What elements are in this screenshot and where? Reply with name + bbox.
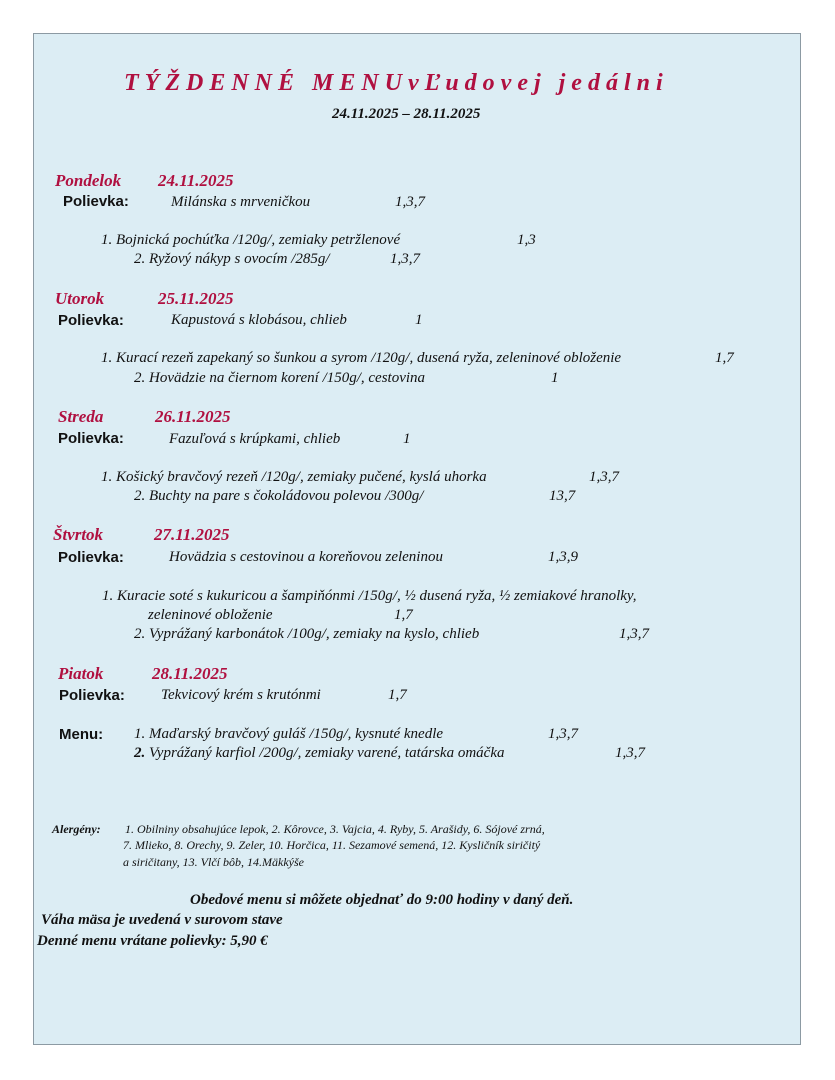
soup-label-tuesday: Polievka: [58, 312, 124, 329]
weight-note: Váha mäsa je uvedená v surovom stave [41, 912, 283, 928]
meal-tuesday-2: 2. Hovädzie na čiernom korení /150g/, cestovina [134, 370, 426, 386]
soup-wednesday: Fazuľová s krúpkami, chlieb [169, 431, 341, 447]
meal-allergens-friday-1: 1,3,7 [548, 726, 578, 742]
meal-monday-1: 1. Bojnická pochúťka /120g/, zemiaky petržlenové [101, 232, 401, 248]
meal-allergens-monday-1: 1,3 [517, 232, 536, 248]
soup-friday: Tekvicový krém s krutónmi [161, 687, 321, 703]
soup-allergens-thursday: 1,3,9 [548, 549, 578, 565]
day-name-thursday: Štvrtok [53, 525, 104, 544]
meal-allergens-tuesday-1: 1,7 [715, 350, 734, 366]
allergens-line-3: a siričitany, 13. Vlčí bôb, 14.Mäkkýše [123, 855, 304, 869]
day-date-monday: 24.11.2025 [158, 171, 234, 190]
meal-thursday-2: 2. Vyprážaný karbonátok /100g/, zemiaky na kyslo, chlieb [134, 626, 480, 642]
meal-friday-2 [134, 745, 505, 762]
day-date-thursday: 27.11.2025 [154, 525, 230, 544]
day-date-friday: 28.11.2025 [152, 664, 228, 683]
meal-thursday-1: 1. Kuracie soté s kukuricou a šampiňónmi /150g/, ½ dusená ryža, ½ zemiakové hranolky, [102, 588, 637, 604]
soup-label-friday: Polievka: [59, 687, 125, 704]
day-date-tuesday: 25.11.2025 [158, 289, 234, 308]
soup-allergens-tuesday: 1 [415, 312, 423, 328]
meal-allergens-friday-2: 1,3,7 [615, 745, 645, 761]
day-name-friday: Piatok [58, 664, 104, 683]
day-name-tuesday: Utorok [55, 289, 105, 308]
meal-thursday-1-cont: zeleninové obloženie [148, 607, 273, 623]
meal-allergens-thursday-1: 1,7 [394, 607, 413, 623]
menu-label-friday: Menu: [59, 726, 104, 743]
meal-friday-1: 1. Maďarský bravčový guláš /150g/, kysnuté knedle [134, 726, 444, 742]
allergens-line-1: 1. Obilniny obsahujúce lepok, 2. Kôrovce, 3. Vajcia, 4. Ryby, 5. Arašidy, 6. Sójové zrná, [125, 822, 545, 836]
meal-allergens-thursday-2: 1,3,7 [619, 626, 649, 642]
day-name-wednesday: Streda [58, 407, 104, 426]
soup-label-monday: Polievka: [63, 193, 129, 210]
page-title: TÝŽDENNÉ MENUvĽudovej jedálni [124, 70, 669, 96]
meal-allergens-tuesday-2: 1 [551, 370, 559, 386]
meal-wednesday-2: 2. Buchty na pare s čokoládovou polevou /300g/ [134, 488, 424, 504]
meal-allergens-monday-2: 1,3,7 [390, 251, 420, 267]
soup-label-wednesday: Polievka: [58, 430, 124, 447]
soup-label-thursday: Polievka: [58, 549, 124, 566]
soup-monday: Milánska s mrveničkou [171, 194, 311, 210]
week-dates: 24.11.2025 – 28.11.2025 [332, 106, 481, 122]
soup-allergens-monday: 1,3,7 [395, 194, 425, 210]
soup-tuesday: Kapustová s klobásou, chlieb [171, 312, 347, 328]
meal-monday-2: 2. Ryžový nákyp s ovocím /285g/ [134, 251, 330, 267]
meal-allergens-wednesday-2: 13,7 [549, 488, 576, 504]
meal-wednesday-1: 1. Košický bravčový rezeň /120g/, zemiaky pučené, kyslá uhorka [101, 469, 487, 485]
meal-friday-2-number: 2. [134, 745, 146, 761]
allergens-label: Alergény: [52, 822, 101, 836]
meal-allergens-wednesday-1: 1,3,7 [589, 469, 619, 485]
meal-friday-2-text: Vyprážaný karfiol /200g/, zemiaky varené, tatárska omáčka [145, 745, 505, 761]
price-note: Denné menu vrátane polievky: 5,90 € [37, 933, 268, 949]
day-date-wednesday: 26.11.2025 [155, 407, 231, 426]
soup-allergens-friday: 1,7 [388, 687, 407, 703]
day-name-monday: Pondelok [55, 171, 122, 190]
soup-allergens-wednesday: 1 [403, 431, 411, 447]
allergens-line-2: 7. Mlieko, 8. Orechy, 9. Zeler, 10. Horčica, 11. Sezamové semená, 12. Kysličník siričitý [123, 838, 541, 852]
order-note: Obedové menu si môžete objednať do 9:00 hodiny v daný deň. [190, 892, 574, 908]
meal-tuesday-1: 1. Kurací rezeň zapekaný so šunkou a syrom /120g/, dusená ryža, zeleninové obloženie [101, 350, 622, 366]
soup-thursday: Hovädzia s cestovinou a koreňovou zeleninou [169, 549, 443, 565]
